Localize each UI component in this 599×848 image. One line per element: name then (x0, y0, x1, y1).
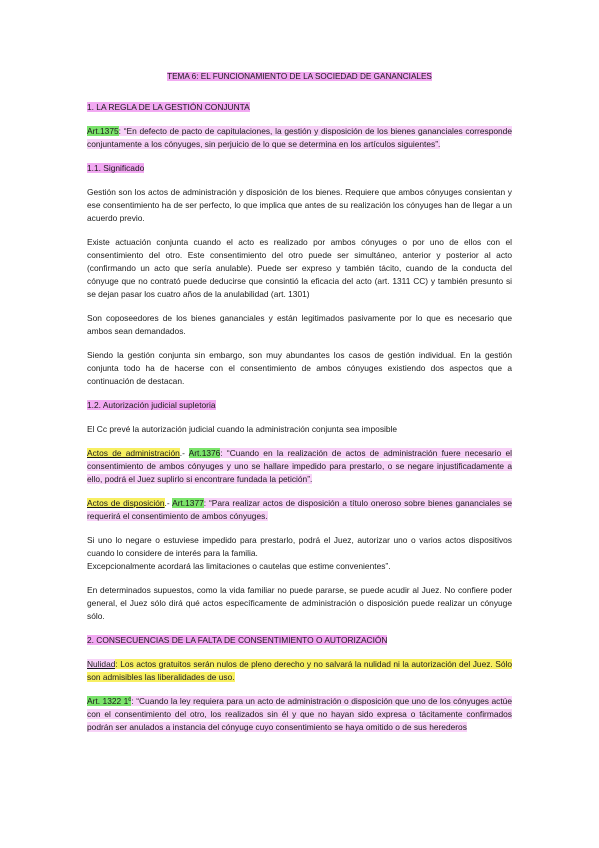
paragraph: Siendo la gestión conjunta sin embargo, son muy abundantes los casos de gestión individual. En la gestión conjunta todo ha de hacerse con el consentimiento de ambos cónyuges existiendo dos aspectos que a continuación de destacan. (87, 350, 512, 386)
article-text: : “En defecto de pacto de capitulaciones, la gestión y disposición de los bienes gananciales corresponde conjuntamente a los cónyuges, sin perjuicio de lo que se determina en los artículos siguientes”. (87, 126, 512, 149)
article-label: Art.1375 (87, 126, 119, 136)
paragraph: Gestión son los actos de administración y disposición de los bienes. Requiere que ambos cónyuges consientan y ese consentimiento ha de ser perfecto, lo que implica que antes de su realización los cónyuges han de llegar a un acuerdo previo. (87, 187, 512, 223)
section-1-article (87, 125, 512, 151)
nullity-label: Nulidad (87, 659, 116, 669)
nullity-text: : Los actos gratuitos serán nulos de pleno derecho y no salvará la nulidad ni la autorización del Juez. Sólo son admisibles las liberalidades de uso. (87, 659, 512, 682)
article-text: : “Para realizar actos de disposición a título oneroso sobre bienes gananciales se requerirá el consentimiento de ambos cónyuges. (87, 498, 513, 521)
section-1-1-heading (87, 162, 512, 175)
acts-label: Actos de disposición (87, 498, 165, 508)
administration-acts (87, 447, 512, 486)
section-2-heading (87, 634, 512, 647)
title-text: TEMA 6: EL FUNCIONAMIENTO DE LA SOCIEDAD DE GANANCIALES (167, 72, 432, 81)
article-label: Art. 1322 1º (87, 696, 132, 706)
article-text: : “Cuando en la realización de actos de administración fuere necesario el consentimiento de ambos cónyuges y uno se hallare impedido para prestarlo, o se negare injustificadamente a ello, podrá el Juez suplirlo si encontrare fundada la petición”. (87, 448, 512, 484)
separator: .- (164, 498, 173, 508)
paragraph: Excepcionalmente acordará las limitaciones o cautelas que estime convenientes”. (87, 561, 391, 571)
paragraph: Existe actuación conjunta cuando el acto es realizado por ambos cónyuges o por uno de ellos con el consentimiento del otro. Este consentimiento del otro puede ser simultáneo, anterior y posterior al acto (confirmando un acto que sería anulable). Puede ser expreso y también tácito, cuando de la conducta del cónyuge que no contrató puede deducirse que consintió la eficacia del acto (art. 1311 CC) y también presunto si se dejan pasar los cuatro años de la anulabilidad (art. 1301) (87, 237, 512, 299)
paragraph: Son coposeedores de los bienes gananciales y están legitimados pasivamente por lo que es necesario que ambos sean demandados. (87, 313, 512, 336)
document-title (87, 70, 512, 83)
paragraph: El Cc prevé la autorización judicial cuando la administración conjunta sea imposible (87, 424, 398, 434)
disposition-continuation (87, 534, 512, 573)
heading-text: 1.2. Autorización judicial supletoria (87, 400, 216, 410)
paragraph: Si uno lo negare o estuviese impedido para prestarlo, podrá el Juez, autorizar uno o varios actos dispositivos cuando lo considere de interés para la familia. (87, 535, 512, 558)
heading-text: 1.1. Significado (87, 163, 145, 173)
article-text: : “Cuando la ley requiera para un acto de administración o disposición que uno de los cónyuges actúe con el consentimiento del otro, los realizados sin él y que no hayan sido expresa o tácitamente confirmados podrán ser anulados a instancia del cónyuge cuyo consentimiento se haya omitido o de sus herederos (87, 696, 512, 732)
disposition-acts (87, 497, 512, 523)
article-label: Art.1376 (188, 448, 221, 458)
section-1-2-heading (87, 399, 512, 412)
section-1-heading (87, 101, 512, 114)
acts-label: Actos de administración (87, 448, 180, 458)
paragraph: En determinados supuestos, como la vida familiar no puede pararse, se puede acudir al Juez. No confiere poder general, el Juez sólo dirá qué actos específicamente de administración o disposición puede realizar un cónyuge sólo. (87, 585, 512, 621)
separator: .- (179, 448, 189, 458)
nullity-paragraph (87, 658, 512, 684)
heading-text: 2. CONSECUENCIAS DE LA FALTA DE CONSENTIMIENTO O AUTORIZACIÓN (87, 635, 388, 645)
heading-text: 1. LA REGLA DE LA GESTIÓN CONJUNTA (87, 102, 250, 112)
article-label: Art.1377 (172, 498, 204, 508)
section-2-article (87, 695, 512, 734)
